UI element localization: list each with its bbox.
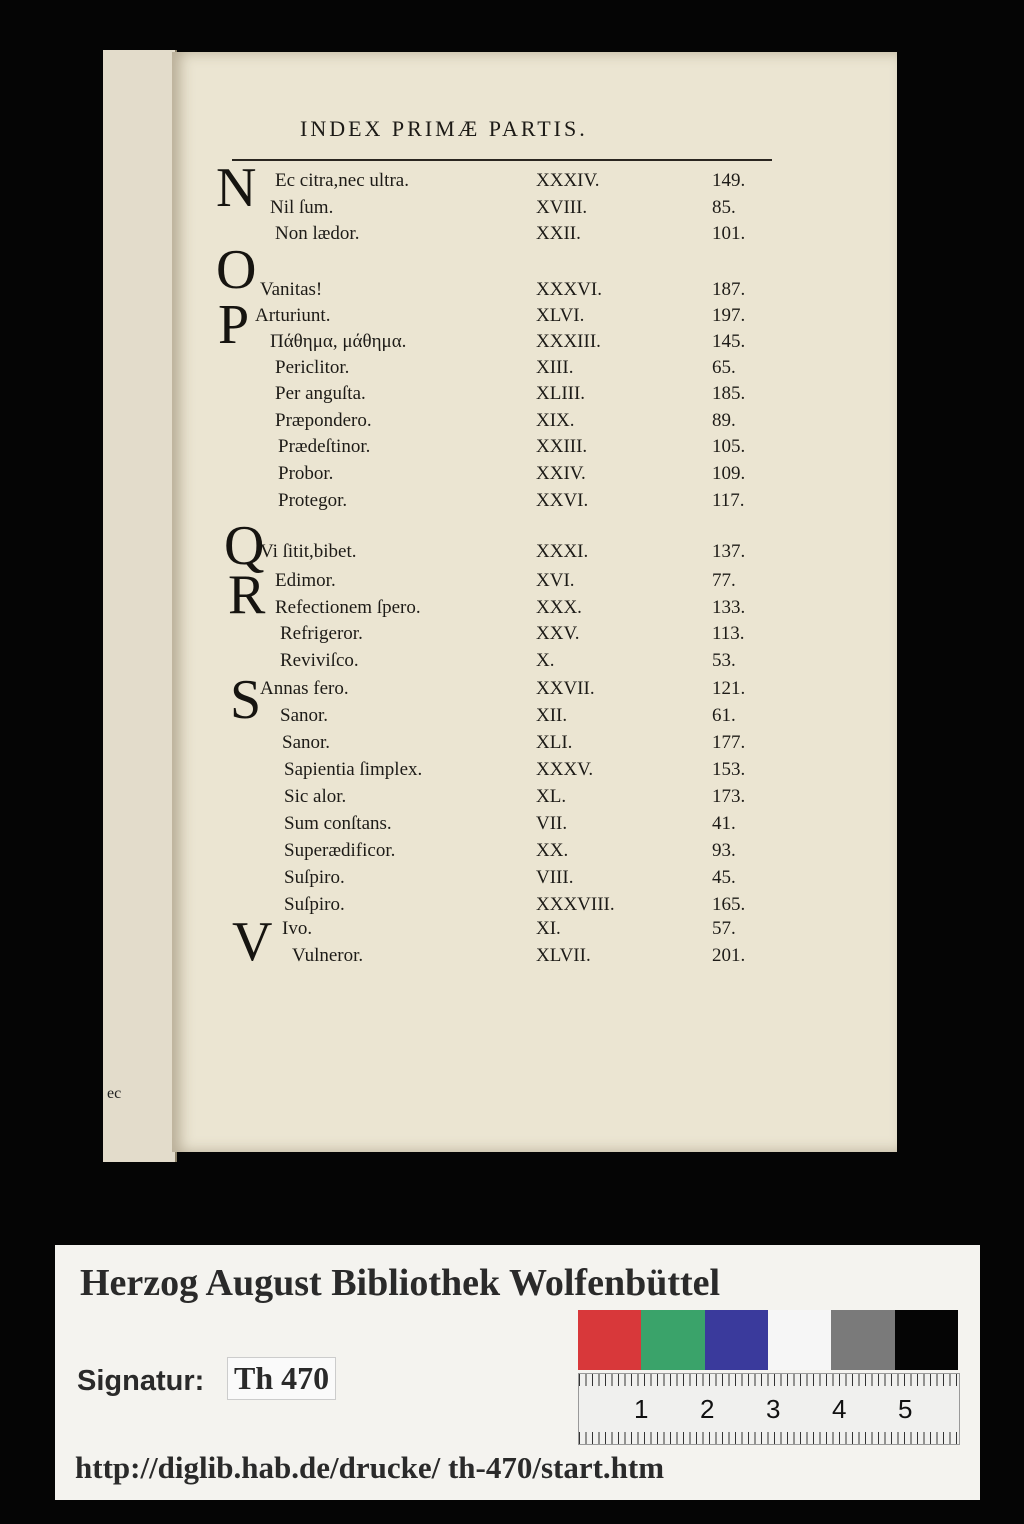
scale-ruler [578, 1373, 960, 1445]
entry-roman-numeral: XXII. [536, 223, 581, 244]
entry-page-number: 121. [712, 678, 746, 699]
signatur-label: Signatur: [77, 1365, 205, 1397]
drop-cap-letter: R [228, 564, 266, 626]
index-entry [172, 410, 897, 436]
index-entry [172, 383, 897, 409]
left-page-text: ec [107, 1085, 122, 1102]
index-entry [172, 623, 897, 649]
index-entry [172, 305, 897, 331]
entry-page-number: 153. [712, 759, 746, 780]
ruler-number: 4 [832, 1394, 847, 1424]
color-patch [831, 1310, 894, 1370]
page-title: INDEX PRIMÆ PARTIS. [300, 116, 588, 141]
entry-page-number: 165. [712, 894, 746, 915]
index-entry [172, 867, 897, 893]
entry-page-number: 113. [712, 623, 745, 644]
entry-roman-numeral: XVI. [536, 570, 575, 591]
entry-roman-numeral: XLVI. [536, 305, 585, 326]
entry-roman-numeral: XXXVIII. [536, 894, 615, 915]
index-entry [172, 597, 897, 623]
index-entry [172, 223, 897, 249]
entry-term: Ec citra,nec ultra. [275, 170, 409, 191]
entry-term: Prædeſtinor. [278, 436, 371, 457]
index-entry [172, 463, 897, 489]
entry-roman-numeral: X. [536, 650, 555, 671]
entry-page-number: 117. [712, 490, 745, 511]
ruler-number: 1 [634, 1394, 649, 1424]
entry-page-number: 201. [712, 945, 746, 966]
entry-term: Periclitor. [275, 357, 350, 378]
entry-term: Sapientia ſimplex. [284, 759, 423, 780]
entry-roman-numeral: XII. [536, 705, 568, 726]
index-entry [172, 894, 897, 920]
entry-roman-numeral: XVIII. [536, 197, 588, 218]
index-entry [172, 570, 897, 596]
entry-roman-numeral: XXX. [536, 597, 582, 618]
entry-roman-numeral: XXIV. [536, 463, 586, 484]
ruler-ticks-top [579, 1374, 959, 1386]
entry-roman-numeral: XXXVI. [536, 279, 602, 300]
index-entry [172, 678, 897, 704]
entry-term: Suſpiro. [284, 867, 345, 888]
entry-roman-numeral: XXV. [536, 623, 580, 644]
entry-term: Sic alor. [284, 786, 347, 807]
entry-page-number: 177. [712, 732, 746, 753]
entry-term: Superædificor. [284, 840, 396, 861]
entry-roman-numeral: VII. [536, 813, 568, 834]
entry-term: Edimor. [275, 570, 336, 591]
color-patch [641, 1310, 704, 1370]
entry-page-number: 187. [712, 279, 746, 300]
header-rule [232, 159, 772, 161]
entry-roman-numeral: XXXIV. [536, 170, 600, 191]
entry-term: Refectionem ſpero. [275, 597, 421, 618]
drop-cap-letter: Q [224, 515, 265, 577]
url-link[interactable]: http://diglib.hab.de/drucke/ th-470/start.htm [75, 1450, 665, 1485]
entry-term: Per anguſta. [275, 383, 366, 404]
entry-term: Præpondero. [275, 410, 372, 431]
entry-roman-numeral: XXIII. [536, 436, 588, 457]
drop-cap-letter: P [218, 294, 250, 356]
ruler-number: 2 [700, 1394, 715, 1424]
book-page [172, 52, 897, 1152]
drop-cap-letter: S [230, 669, 262, 731]
library-card [55, 1245, 980, 1500]
entry-page-number: 65. [712, 357, 736, 378]
index-entry [172, 840, 897, 866]
entry-page-number: 145. [712, 331, 746, 352]
entry-page-number: 185. [712, 383, 746, 404]
entry-page-number: 133. [712, 597, 746, 618]
entry-page-number: 77. [712, 570, 736, 591]
entry-term: Reviviſco. [280, 650, 359, 671]
entry-term: Non lædor. [275, 223, 360, 244]
index-entry [172, 705, 897, 731]
entry-roman-numeral: XLI. [536, 732, 573, 753]
entry-page-number: 53. [712, 650, 736, 671]
entry-term: Vulneror. [292, 945, 364, 966]
entry-page-number: 137. [712, 541, 746, 562]
ruler-number: 3 [766, 1394, 781, 1424]
signatur-value: Th 470 [227, 1357, 336, 1400]
entry-term: Nil ſum. [270, 197, 334, 218]
entry-page-number: 173. [712, 786, 746, 807]
drop-cap-letter: O [216, 239, 257, 301]
entry-roman-numeral: VIII. [536, 867, 574, 888]
index-entry [172, 650, 897, 676]
drop-cap-letter: V [232, 911, 273, 973]
entry-roman-numeral: XXXV. [536, 759, 594, 780]
entry-term: Πάθημα, μάθημα. [270, 331, 407, 352]
index-entry [172, 759, 897, 785]
index-entry [172, 436, 897, 462]
entry-roman-numeral: XX. [536, 840, 569, 861]
entry-page-number: 105. [712, 436, 746, 457]
color-patch [578, 1310, 641, 1370]
entry-roman-numeral: XL. [536, 786, 567, 807]
index-entry [172, 813, 897, 839]
entry-page-number: 45. [712, 867, 736, 888]
entry-roman-numeral: XIII. [536, 357, 574, 378]
index-entry [172, 786, 897, 812]
entry-page-number: 197. [712, 305, 746, 326]
entry-page-number: 109. [712, 463, 746, 484]
entry-term: Probor. [278, 463, 334, 484]
entry-term: Refrigeror. [280, 623, 363, 644]
index-entry [172, 357, 897, 383]
entry-term: Annas fero. [260, 678, 349, 699]
color-patch [895, 1310, 958, 1370]
entry-page-number: 93. [712, 840, 736, 861]
ruler-ticks-bottom [579, 1432, 959, 1444]
ruler-number: 5 [898, 1394, 913, 1424]
entry-roman-numeral: XI. [536, 918, 561, 939]
index-entry [172, 945, 897, 971]
index-entry [172, 279, 897, 305]
index-entry [172, 732, 897, 758]
library-name: Herzog August Bibliothek Wolfenbüttel [80, 1262, 721, 1304]
index-entry [172, 170, 897, 196]
index-entry [172, 197, 897, 223]
entry-page-number: 61. [712, 705, 736, 726]
color-calibration-strip [578, 1310, 958, 1370]
entry-term: Vi ſitit,bibet. [260, 541, 357, 562]
entry-term: Sum conſtans. [284, 813, 392, 834]
left-page-edge [103, 50, 177, 1162]
entry-page-number: 149. [712, 170, 746, 191]
index-entry [172, 331, 897, 357]
entry-term: Protegor. [278, 490, 348, 511]
entry-term: Arturiunt. [255, 305, 331, 326]
color-patch [768, 1310, 831, 1370]
entry-page-number: 89. [712, 410, 736, 431]
color-patch [705, 1310, 768, 1370]
entry-roman-numeral: XXXI. [536, 541, 589, 562]
entry-roman-numeral: XIX. [536, 410, 575, 431]
entry-roman-numeral: XXVII. [536, 678, 595, 699]
entry-roman-numeral: XLIII. [536, 383, 586, 404]
index-entry [172, 541, 897, 567]
entry-term: Ivo. [282, 918, 313, 939]
entry-term: Suſpiro. [284, 894, 345, 915]
entry-page-number: 101. [712, 223, 746, 244]
entry-roman-numeral: XXVI. [536, 490, 589, 511]
entry-term: Sanor. [282, 732, 331, 753]
index-entry [172, 918, 897, 944]
entry-term: Sanor. [280, 705, 329, 726]
entry-page-number: 41. [712, 813, 736, 834]
entry-roman-numeral: XLVII. [536, 945, 591, 966]
entry-page-number: 57. [712, 918, 736, 939]
entry-term: Vanitas! [260, 279, 323, 300]
entry-page-number: 85. [712, 197, 736, 218]
index-entry [172, 490, 897, 516]
entry-roman-numeral: XXXIII. [536, 331, 601, 352]
drop-cap-letter: N [216, 157, 257, 219]
